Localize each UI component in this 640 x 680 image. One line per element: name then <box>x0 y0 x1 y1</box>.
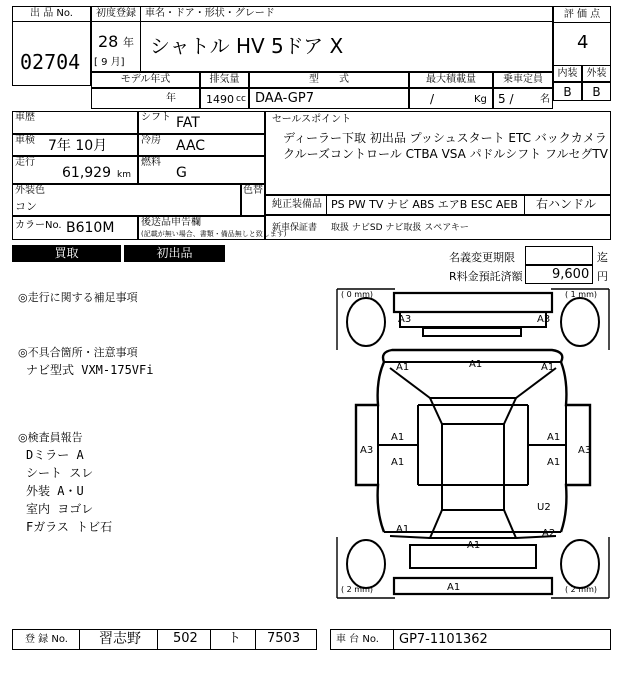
late-doc-label: 後送品申告欄 <box>141 217 201 228</box>
inspector-item-5: Fガラス トビ石 <box>26 520 113 534</box>
mark-rear-door-r: A1 <box>547 457 561 468</box>
reg-class: 502 <box>173 631 198 646</box>
tire-label-fr: ( 1 mm) <box>565 290 598 299</box>
tire-label-fl: ( 0 mm) <box>341 290 374 299</box>
ext-color-value: コン <box>15 200 37 213</box>
reg-month: [ 9 月] <box>94 57 125 68</box>
tire-fr <box>561 298 599 346</box>
displacement-unit: cc <box>236 94 246 104</box>
ac-value: AAC <box>176 138 206 154</box>
reg-no-label: 登 録 No. <box>25 634 68 645</box>
type-value: DAA-GP7 <box>255 91 314 106</box>
tire-rr <box>561 540 599 588</box>
model-label: 車名・ドア・形状・グレード <box>141 6 553 22</box>
reg-divider-3 <box>210 629 211 650</box>
reg-year-unit: 年 <box>123 36 134 49</box>
tire-rl <box>347 540 385 588</box>
inspector-item-4: 室内 ヨゴレ <box>26 502 94 516</box>
score-value: 4 <box>577 32 589 53</box>
chassis-number: GP7-1101362 <box>399 632 488 647</box>
load-unit: Kg <box>474 94 487 105</box>
chassis-divider <box>393 629 394 650</box>
first-listing-button[interactable]: 初出品 <box>124 245 225 262</box>
reg-region: 習志野 <box>99 631 141 647</box>
handle-value: 右ハンドル <box>536 197 597 211</box>
mark-rear-quarter-r: U2 <box>537 502 551 513</box>
type-label: 型 式 <box>249 72 409 88</box>
displacement-label: 排気量 <box>200 72 249 88</box>
chassis-label: 車 台 No. <box>336 634 379 645</box>
mark-front-door-l: A1 <box>391 432 405 443</box>
capacity-value: 5 / <box>498 92 514 106</box>
score-label: 評 価 点 <box>553 6 611 23</box>
capacity-label: 乗車定員 <box>493 72 553 88</box>
meigi-unit: 迄 <box>597 251 608 264</box>
mark-front-fender-r: A1 <box>541 362 555 373</box>
reg-number: 7503 <box>267 631 301 646</box>
mark-front-fender-l: A1 <box>396 362 410 373</box>
equip-value: PS PW TV ナビ ABS エアB ESC AEB <box>331 198 518 211</box>
ext-label: 外装 <box>582 65 611 82</box>
windshield <box>430 398 516 424</box>
int-grade: B <box>553 82 582 101</box>
model-year-unit: 年 <box>166 93 176 104</box>
shaken-value: 7年 10月 <box>48 138 108 154</box>
reg-divider-1 <box>79 629 80 650</box>
door-lines-left <box>378 405 418 485</box>
front-bumper-shape <box>394 293 552 312</box>
shaken-label: 車検 <box>15 135 35 146</box>
capacity-unit: 名 <box>540 94 550 105</box>
sales-point-label: セールスポイント <box>272 114 352 125</box>
mark-rear-fender-l: A1 <box>396 524 410 535</box>
mark-hood: A1 <box>469 359 483 370</box>
equip-label: 純正装備品 <box>272 199 322 210</box>
rear-window <box>430 510 516 538</box>
defect-notes-title: ◎不具合箇所・注意事項 <box>18 346 138 359</box>
int-label: 内装 <box>553 65 582 82</box>
mileage-label: 走行 <box>15 157 35 168</box>
inspector-title: ◎検査員報告 <box>18 431 83 444</box>
mark-rear-quarter-r2: A2 <box>542 528 556 539</box>
reg-year: 28 <box>98 32 119 51</box>
history-label: 車歴 <box>15 112 35 123</box>
mark-side-r: A3 <box>578 445 592 456</box>
recycle-value: 9,600 <box>552 267 590 282</box>
first-reg-label: 初度登録 <box>91 6 141 22</box>
tire-label-rr: ( 2 mm) <box>565 585 598 594</box>
shift-label: シフト <box>141 112 171 123</box>
reg-divider-2 <box>157 629 158 650</box>
inspector-item-3: 外装 A・U <box>26 484 84 498</box>
ext-grade: B <box>582 82 611 101</box>
fuel-label: 燃料 <box>141 157 161 168</box>
shift-value: FAT <box>176 115 200 131</box>
roof-panel <box>442 424 504 510</box>
ext-color-label: 外装色 <box>15 185 45 196</box>
car-name: シャトル HV 5ドア X <box>150 34 344 58</box>
mark-front-door-r: A1 <box>547 432 561 443</box>
warranty-label: 新車保証書 <box>272 223 318 233</box>
recycle-unit: 円 <box>597 270 608 283</box>
lot-number: 02704 <box>20 50 81 74</box>
rear-bumper-shape <box>394 578 552 594</box>
recycle-label: R料金預託済額 <box>449 270 523 283</box>
buy-button[interactable]: 買取 <box>12 245 121 262</box>
mark-rear-bumper: A1 <box>447 582 461 593</box>
color-code-value: B610M <box>66 220 115 236</box>
tire-label-rl: ( 2 mm) <box>341 585 374 594</box>
mark-front-bumper-r: A3 <box>537 314 551 325</box>
meigi-label: 名義変更期限 <box>449 251 515 264</box>
roof <box>418 405 528 485</box>
color-change-label: 色替 <box>243 185 263 196</box>
sales-point-line1: ディーラー下取 初出品 プッシュスタート ETC バックカメラ <box>283 131 607 145</box>
front-grille <box>400 312 546 327</box>
reg-divider-4 <box>255 629 256 650</box>
fuel-value: G <box>176 165 187 181</box>
sales-point-line2: クルーズコントロール CTBA VSA パドルシフト フルセグTV <box>283 147 608 161</box>
ac-label: 冷房 <box>141 135 161 146</box>
mark-tailgate: A1 <box>467 540 481 551</box>
inspector-item-1: Dミラー A <box>26 448 84 462</box>
lot-label: 出 品 No. <box>12 6 91 22</box>
driving-notes-title: ◎走行に関する補足事項 <box>18 291 138 304</box>
mileage-unit: km <box>117 170 131 180</box>
warranty-value: 取扱 ナビSD ナビ取扱 スペアキー <box>331 223 469 233</box>
displacement-value: 1490 <box>206 93 234 106</box>
door-lines-right <box>528 405 566 485</box>
mark-front-bumper-l: A3 <box>398 314 412 325</box>
load-label: 最大積載量 <box>409 72 493 88</box>
late-doc-note: (記載が無い場合、書類・備品無しと致します) <box>141 230 287 238</box>
color-code-label: カラーNo. <box>15 220 62 231</box>
mark-rear-door-l: A1 <box>391 457 405 468</box>
reg-kana: ト <box>228 631 242 646</box>
mileage-value: 61,929 <box>62 165 111 181</box>
front-grille-inner <box>423 328 521 336</box>
inspector-item-2: シート スレ <box>26 466 94 480</box>
mark-side-l: A3 <box>360 445 374 456</box>
defect-item: ナビ型式 VXM-175VFi <box>26 363 154 377</box>
model-year-label: モデル年式 <box>91 72 200 88</box>
tire-fl <box>347 298 385 346</box>
load-value: / <box>430 92 435 106</box>
